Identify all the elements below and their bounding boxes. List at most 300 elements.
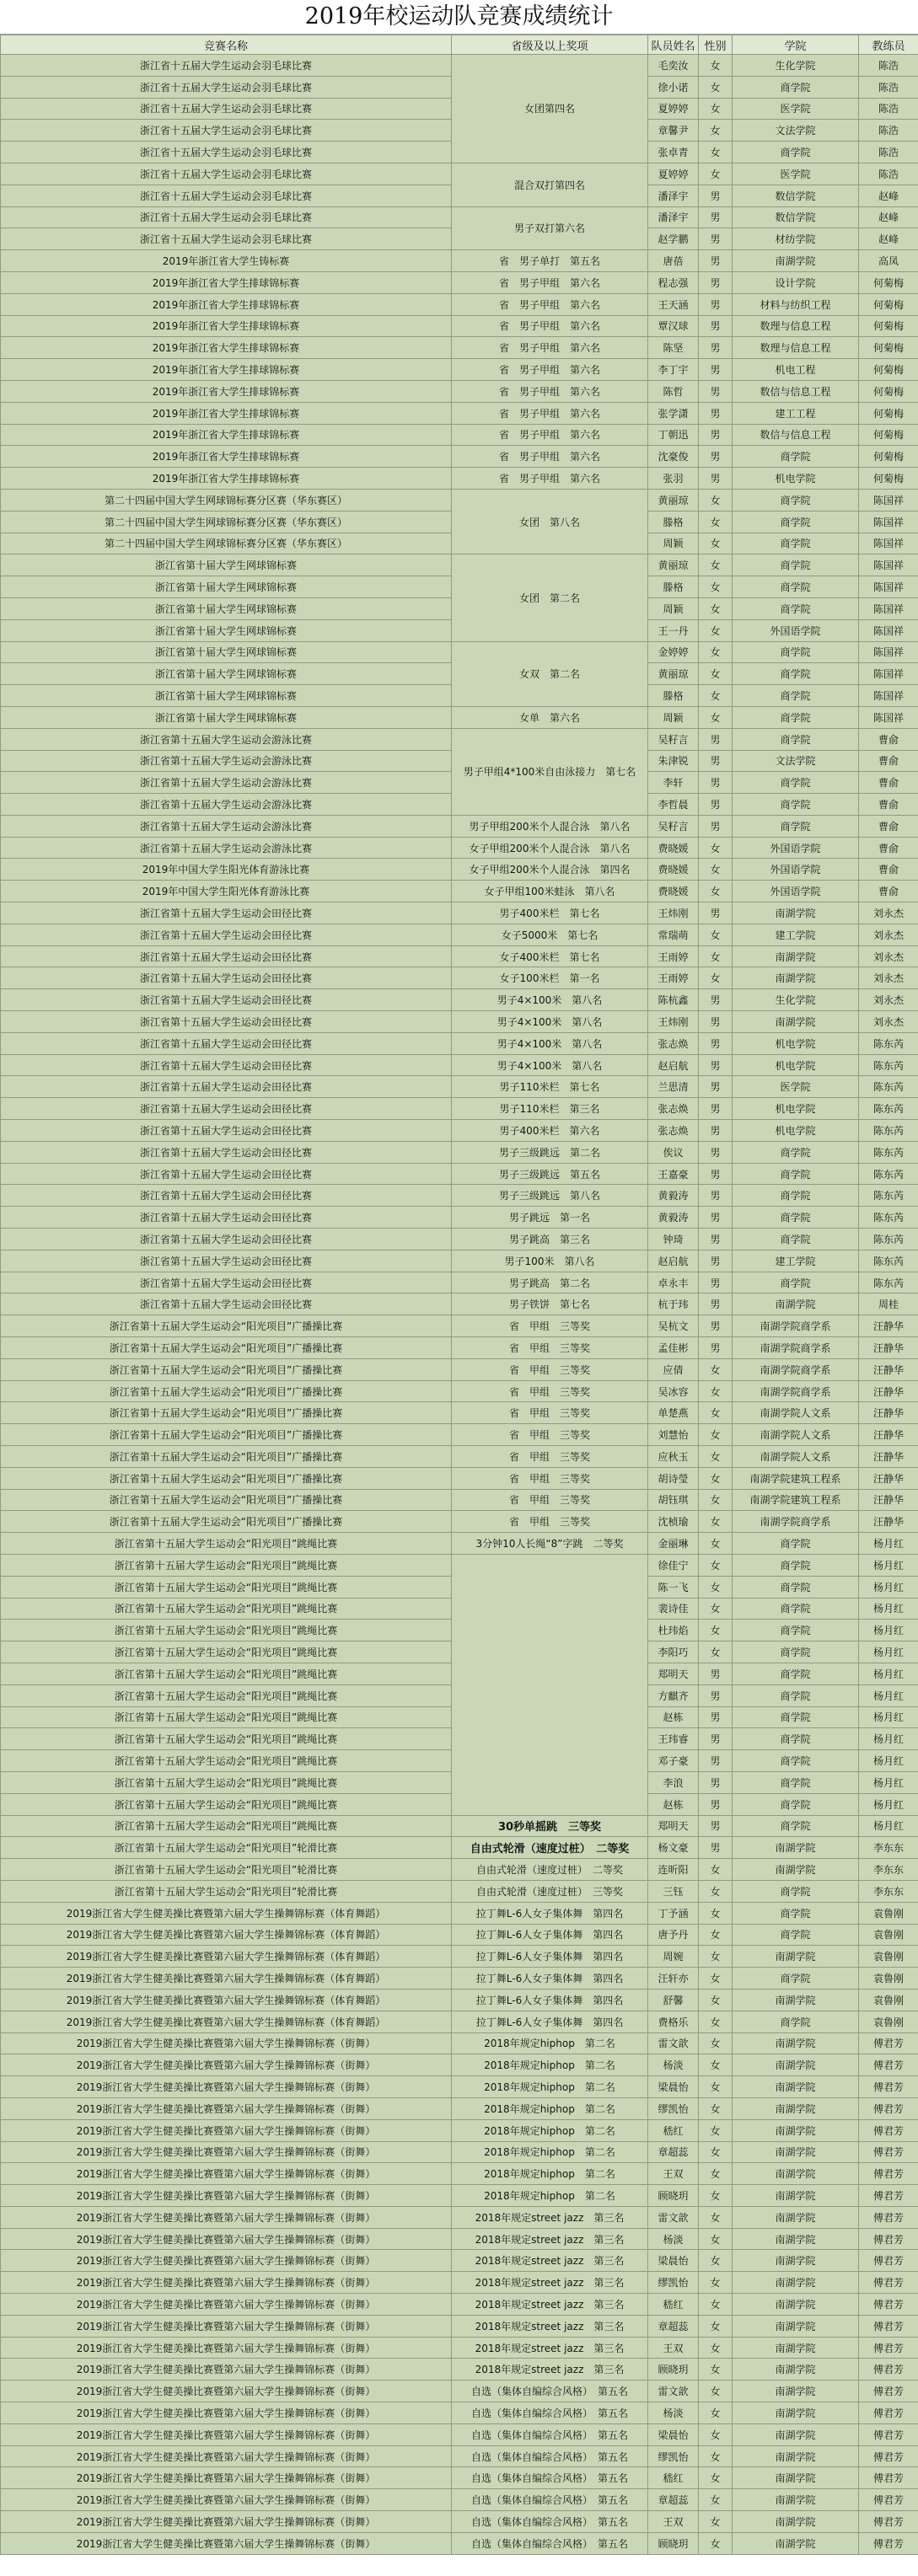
cell-award: 省 男子甲组 第六名 <box>452 380 648 402</box>
cell-athlete: 沈桢瑜 <box>648 1511 699 1533</box>
cell-gender: 女 <box>699 533 733 554</box>
cell-athlete: 张志焕 <box>648 1098 699 1120</box>
cell-college: 南湖学院 <box>733 250 859 272</box>
cell-gender: 女 <box>699 2119 733 2141</box>
cell-college: 医学院 <box>733 1076 859 1098</box>
cell-coach: 陈东芮 <box>859 1250 918 1272</box>
cell-award: 2018年规定street jazz 第三名 <box>452 2294 648 2316</box>
cell-college: 建工学院 <box>733 1250 859 1272</box>
cell-gender: 男 <box>699 1337 733 1359</box>
cell-coach: 杨月红 <box>859 1771 918 1793</box>
cell-competition: 2019浙江省大学生健美操比赛暨第六届大学生操舞锦标赛（街舞） <box>1 2054 452 2076</box>
cell-college: 南湖学院商学系 <box>733 1315 859 1337</box>
cell-competition: 浙江省第十五届大学生运动会“阳光项目”跳绳比赛 <box>1 1641 452 1663</box>
cell-coach: 陈国祥 <box>859 533 918 554</box>
cell-college: 商学院 <box>733 1793 859 1815</box>
cell-college: 南湖学院建筑工程系 <box>733 1489 859 1511</box>
cell-competition: 浙江省第十五届大学生运动会“阳光项目”跳绳比赛 <box>1 1533 452 1555</box>
cell-award: 2018年规定hiphop 第二名 <box>452 2032 648 2054</box>
cell-college: 外国语学院 <box>733 837 859 859</box>
cell-coach: 汪静华 <box>859 1315 918 1337</box>
cell-gender: 男 <box>699 794 733 816</box>
cell-competition: 浙江省第十五届大学生运动会田径比赛 <box>1 1032 452 1054</box>
cell-award: 女团 第八名 <box>452 489 648 554</box>
cell-competition: 浙江省第十届大学生网球锦标赛 <box>1 663 452 685</box>
cell-competition: 浙江省第十五届大学生运动会田径比赛 <box>1 1054 452 1076</box>
cell-gender: 男 <box>699 1293 733 1315</box>
cell-coach: 杨月红 <box>859 1793 918 1815</box>
cell-competition: 浙江省第十五届大学生运动会田径比赛 <box>1 1011 452 1033</box>
cell-coach: 陈东芮 <box>859 1032 918 1054</box>
cell-award: 拉丁舞L-6人女子集体舞 第四名 <box>452 1989 648 2011</box>
cell-college: 南湖学院 <box>733 1837 859 1859</box>
cell-college: 数信与信息工程 <box>733 380 859 402</box>
cell-competition: 浙江省第十五届大学生运动会“阳光项目”跳绳比赛 <box>1 1815 452 1837</box>
cell-gender: 女 <box>699 663 733 685</box>
cell-coach: 杨月红 <box>859 1663 918 1684</box>
cell-gender: 男 <box>699 315 733 337</box>
cell-athlete: 黄丽琼 <box>648 489 699 511</box>
cell-gender: 女 <box>699 641 733 663</box>
cell-coach: 傅君芳 <box>859 2076 918 2098</box>
cell-coach: 杨月红 <box>859 1576 918 1598</box>
cell-gender: 男 <box>699 1728 733 1750</box>
cell-competition: 2019浙江省大学生健美操比赛暨第六届大学生操舞锦标赛（街舞） <box>1 2467 452 2489</box>
cell-coach: 陈浩 <box>859 163 918 185</box>
cell-competition: 2019年浙江省大学生排球锦标赛 <box>1 468 452 490</box>
cell-coach: 汪静华 <box>859 1402 918 1424</box>
cell-coach: 陈国祥 <box>859 706 918 728</box>
cell-athlete: 应秋玉 <box>648 1446 699 1468</box>
cell-award: 男子三级跳远 第五名 <box>452 1163 648 1185</box>
cell-gender: 女 <box>699 967 733 989</box>
cell-college: 商学院 <box>733 1163 859 1185</box>
cell-competition: 浙江省第十五届大学生运动会“阳光项目”跳绳比赛 <box>1 1684 452 1706</box>
cell-gender: 女 <box>699 1533 733 1555</box>
cell-athlete: 王双 <box>648 2511 699 2533</box>
table-row <box>1 1272 918 1293</box>
cell-competition: 2019年浙江省大学生排球锦标赛 <box>1 359 452 381</box>
cell-athlete: 缪凯怡 <box>648 2445 699 2467</box>
cell-competition: 浙江省十五届大学生运动会羽毛球比赛 <box>1 185 452 206</box>
cell-athlete: 费格乐 <box>648 2011 699 2032</box>
cell-competition: 2019浙江省大学生健美操比赛暨第六届大学生操舞锦标赛（街舞） <box>1 2445 452 2467</box>
cell-award: 男子双打第六名 <box>452 206 648 250</box>
cell-gender: 男 <box>699 1837 733 1859</box>
table-row <box>1 1054 918 1076</box>
table-row <box>1 1120 918 1142</box>
cell-competition: 浙江省第十五届大学生运动会“阳光项目”广播操比赛 <box>1 1424 452 1446</box>
cell-gender: 女 <box>699 597 733 619</box>
cell-athlete: 滕格 <box>648 576 699 598</box>
cell-coach: 陈浩 <box>859 120 918 142</box>
cell-coach: 傅君芳 <box>859 2250 918 2272</box>
cell-award: 自选（集体自编综合风格） 第五名 <box>452 2402 648 2424</box>
cell-award: 男子4×100米 第八名 <box>452 1054 648 1076</box>
cell-coach: 陈浩 <box>859 142 918 163</box>
table-row <box>1 163 918 185</box>
cell-award: 男子110米栏 第七名 <box>452 1076 648 1098</box>
cell-award: 男子100米 第八名 <box>452 1250 648 1272</box>
cell-competition: 浙江省第十届大学生网球锦标赛 <box>1 576 452 598</box>
cell-award: 男子铁饼 第七名 <box>452 1293 648 1315</box>
cell-athlete: 周婉 <box>648 1946 699 1968</box>
cell-coach: 曹俞 <box>859 815 918 837</box>
cell-award: 省 男子甲组 第六名 <box>452 337 648 359</box>
cell-coach: 何菊梅 <box>859 337 918 359</box>
cell-athlete: 卓永丰 <box>648 1272 699 1293</box>
cell-college: 南湖学院 <box>733 2423 859 2445</box>
cell-coach: 傅君芳 <box>859 2402 918 2424</box>
cell-gender: 男 <box>699 424 733 446</box>
cell-award: 省 男子甲组 第六名 <box>452 359 648 381</box>
cell-gender: 男 <box>699 772 733 794</box>
cell-athlete: 唐蓓 <box>648 250 699 272</box>
cell-competition: 2019浙江省大学生健美操比赛暨第六届大学生操舞锦标赛（街舞） <box>1 2163 452 2185</box>
cell-gender: 女 <box>699 685 733 707</box>
cell-coach: 陈国祥 <box>859 619 918 641</box>
cell-competition: 浙江省第十五届大学生运动会“阳光项目”广播操比赛 <box>1 1511 452 1533</box>
table-row <box>1 881 918 902</box>
cell-coach: 傅君芳 <box>859 2097 918 2119</box>
cell-gender: 女 <box>699 120 733 142</box>
table-row <box>1 271 918 293</box>
cell-award: 男子4×100米 第八名 <box>452 1032 648 1054</box>
cell-award: 2018年规定hiphop 第二名 <box>452 2141 648 2163</box>
table-row <box>1 2076 918 2098</box>
table-row <box>1 359 918 381</box>
cell-award: 2018年规定street jazz 第三名 <box>452 2337 648 2359</box>
cell-coach: 傅君芳 <box>859 2511 918 2533</box>
cell-college: 生化学院 <box>733 55 859 77</box>
cell-college: 南湖学院 <box>733 1293 859 1315</box>
cell-athlete: 唐予丹 <box>648 1924 699 1946</box>
cell-coach: 曹俞 <box>859 837 918 859</box>
cell-competition: 浙江省第十五届大学生运动会田径比赛 <box>1 967 452 989</box>
table-row <box>1 1207 918 1229</box>
cell-college: 机电学院 <box>733 468 859 490</box>
cell-athlete: 方麒齐 <box>648 1684 699 1706</box>
header-coach: 教练员 <box>859 35 918 55</box>
cell-award: 男子甲组4*100米自由泳接力 第七名 <box>452 728 648 815</box>
table-row <box>1 1859 918 1881</box>
table-row <box>1 1315 918 1337</box>
cell-coach: 陈浩 <box>859 76 918 98</box>
cell-gender: 女 <box>699 2511 733 2533</box>
cell-gender: 女 <box>699 2489 733 2511</box>
cell-college: 南湖学院 <box>733 2097 859 2119</box>
cell-college: 南湖学院 <box>733 2206 859 2228</box>
cell-award: 男子跳高 第二名 <box>452 1272 648 1293</box>
cell-college: 商学院 <box>733 1229 859 1251</box>
table-row <box>1 2011 918 2032</box>
cell-athlete: 杨文豪 <box>648 1837 699 1859</box>
cell-athlete: 张学潇 <box>648 402 699 424</box>
table-row <box>1 2511 918 2533</box>
cell-competition: 浙江省第十五届大学生运动会田径比赛 <box>1 1272 452 1293</box>
cell-athlete: 赵学鹏 <box>648 228 699 250</box>
cell-athlete: 张卓青 <box>648 142 699 163</box>
cell-competition: 浙江省第十五届大学生运动会田径比赛 <box>1 902 452 924</box>
cell-college: 南湖学院建筑工程系 <box>733 1467 859 1489</box>
cell-college: 南湖学院 <box>733 2489 859 2511</box>
cell-coach: 何菊梅 <box>859 468 918 490</box>
cell-gender: 女 <box>699 881 733 902</box>
cell-athlete: 吴籽言 <box>648 815 699 837</box>
cell-gender: 女 <box>699 554 733 576</box>
cell-gender: 女 <box>699 1402 733 1424</box>
cell-athlete: 张志焕 <box>648 1120 699 1142</box>
cell-coach: 陈国祥 <box>859 489 918 511</box>
cell-award: 女子甲组200米个人混合泳 第四名 <box>452 859 648 881</box>
cell-competition: 浙江省第十届大学生网球锦标赛 <box>1 641 452 663</box>
cell-college: 商学院 <box>733 142 859 163</box>
table-row <box>1 468 918 490</box>
cell-athlete: 钟琦 <box>648 1229 699 1251</box>
page-title: 2019年校运动队竞赛成绩统计 <box>0 0 918 35</box>
cell-college: 数信学院 <box>733 185 859 206</box>
cell-competition: 浙江省第十五届大学生运动会田径比赛 <box>1 1163 452 1185</box>
table-row <box>1 2445 918 2467</box>
cell-athlete: 顾晓玥 <box>648 2359 699 2381</box>
table-row <box>1 945 918 967</box>
cell-athlete: 王双 <box>648 2337 699 2359</box>
cell-competition: 2019浙江省大学生健美操比赛暨第六届大学生操舞锦标赛（街舞） <box>1 2337 452 2359</box>
cell-coach: 何菊梅 <box>859 402 918 424</box>
cell-athlete: 俟议 <box>648 1141 699 1163</box>
cell-award: 女子100米栏 第一名 <box>452 967 648 989</box>
cell-college: 商学院 <box>733 2011 859 2032</box>
cell-competition: 2019年中国大学生阳光体育游泳比赛 <box>1 859 452 881</box>
cell-gender: 女 <box>699 1641 733 1663</box>
cell-college: 商学院 <box>733 663 859 685</box>
cell-college: 南湖学院 <box>733 2381 859 2402</box>
cell-award: 女双 第二名 <box>452 641 648 706</box>
cell-award: 女团 第二名 <box>452 554 648 641</box>
cell-college: 数理与信息工程 <box>733 337 859 359</box>
table-row <box>1 1533 918 1555</box>
cell-award: 省 甲组 三等奖 <box>452 1446 648 1468</box>
cell-competition: 2019浙江省大学生健美操比赛暨第六届大学生操舞锦标赛（街舞） <box>1 2381 452 2402</box>
table-row <box>1 1337 918 1359</box>
table-row <box>1 489 918 511</box>
cell-award: 省 甲组 三等奖 <box>452 1467 648 1489</box>
cell-award: 女子5000米 第七名 <box>452 924 648 945</box>
cell-award: 2018年规定hiphop 第二名 <box>452 2097 648 2119</box>
cell-athlete: 李哲晨 <box>648 794 699 816</box>
cell-coach: 高凤 <box>859 250 918 272</box>
cell-coach: 汪静华 <box>859 1380 918 1402</box>
cell-gender: 男 <box>699 1272 733 1293</box>
cell-coach: 何菊梅 <box>859 380 918 402</box>
cell-award: 省 男子甲组 第六名 <box>452 271 648 293</box>
table-row <box>1 1815 918 1837</box>
cell-coach: 傅君芳 <box>859 2381 918 2402</box>
cell-college: 商学院 <box>733 1207 859 1229</box>
cell-coach: 赵峰 <box>859 185 918 206</box>
cell-competition: 浙江省第十届大学生网球锦标赛 <box>1 619 452 641</box>
cell-coach: 陈东芮 <box>859 1207 918 1229</box>
cell-competition: 第二十四届中国大学生网球锦标赛分区赛（华东赛区） <box>1 489 452 511</box>
cell-award: 省 男子甲组 第六名 <box>452 402 648 424</box>
cell-competition: 浙江省第十五届大学生运动会“阳光项目”跳绳比赛 <box>1 1663 452 1684</box>
cell-athlete: 丁朝迅 <box>648 424 699 446</box>
cell-athlete: 陈哲 <box>648 380 699 402</box>
cell-coach: 袁鲁刚 <box>859 1902 918 1924</box>
cell-athlete: 王嘉豪 <box>648 1163 699 1185</box>
table-row <box>1 1185 918 1207</box>
cell-coach: 李东东 <box>859 1837 918 1859</box>
cell-athlete: 吴冰容 <box>648 1380 699 1402</box>
cell-award: 自选（集体自编综合风格） 第五名 <box>452 2445 648 2467</box>
cell-competition: 浙江省第十五届大学生运动会游泳比赛 <box>1 815 452 837</box>
cell-gender: 女 <box>699 2294 733 2316</box>
cell-college: 南湖学院 <box>733 1946 859 1968</box>
cell-college: 南湖学院 <box>733 1859 859 1881</box>
table-row <box>1 2359 918 2381</box>
cell-college: 商学院 <box>733 1272 859 1293</box>
table-row <box>1 2119 918 2141</box>
cell-college: 商学院 <box>733 76 859 98</box>
cell-athlete: 杭于玮 <box>648 1293 699 1315</box>
cell-coach: 曹俞 <box>859 750 918 772</box>
cell-gender: 女 <box>699 2185 733 2207</box>
cell-gender: 男 <box>699 989 733 1011</box>
table-row <box>1 2532 918 2554</box>
header-gender: 性别 <box>699 35 733 55</box>
cell-gender: 女 <box>699 142 733 163</box>
cell-award: 省 甲组 三等奖 <box>452 1380 648 1402</box>
cell-athlete: 沈豪俊 <box>648 446 699 468</box>
cell-college: 外国语学院 <box>733 619 859 641</box>
cell-award: 拉丁舞L-6人女子集体舞 第四名 <box>452 2011 648 2032</box>
table-row <box>1 1989 918 2011</box>
cell-athlete: 应倩 <box>648 1358 699 1380</box>
cell-award: 男子甲组200米个人混合泳 第八名 <box>452 815 648 837</box>
cell-award: 拉丁舞L-6人女子集体舞 第四名 <box>452 1946 648 1968</box>
table-row <box>1 554 918 576</box>
cell-coach: 陈国祥 <box>859 685 918 707</box>
cell-athlete: 费晓媛 <box>648 859 699 881</box>
cell-college: 商学院 <box>733 1598 859 1620</box>
cell-college: 机电学院 <box>733 1032 859 1054</box>
cell-competition: 2019年中国大学生阳光体育游泳比赛 <box>1 881 452 902</box>
cell-college: 商学院 <box>733 1576 859 1598</box>
cell-competition: 浙江省第十五届大学生运动会“阳光项目”广播操比赛 <box>1 1380 452 1402</box>
cell-college: 南湖学院 <box>733 2467 859 2489</box>
cell-coach: 汪静华 <box>859 1446 918 1468</box>
cell-competition: 2019浙江省大学生健美操比赛暨第六届大学生操舞锦标赛（街舞） <box>1 2119 452 2141</box>
cell-award: 女子甲组100米蛙泳 第八名 <box>452 881 648 902</box>
cell-college: 南湖学院 <box>733 2359 859 2381</box>
cell-competition: 浙江省第十五届大学生运动会“阳光项目”跳绳比赛 <box>1 1706 452 1728</box>
cell-college: 材纺学院 <box>733 228 859 250</box>
cell-gender: 女 <box>699 1946 733 1968</box>
cell-athlete: 梁晨怡 <box>648 2423 699 2445</box>
cell-gender: 女 <box>699 1358 733 1380</box>
cell-coach: 汪静华 <box>859 1424 918 1446</box>
cell-coach: 袁鲁刚 <box>859 2011 918 2032</box>
cell-gender: 男 <box>699 1163 733 1185</box>
cell-coach: 傅君芳 <box>859 2467 918 2489</box>
cell-competition: 第二十四届中国大学生网球锦标赛分区赛（华东赛区） <box>1 511 452 533</box>
cell-gender: 男 <box>699 1750 733 1772</box>
cell-college: 建工工程 <box>733 402 859 424</box>
cell-coach: 曹俞 <box>859 794 918 816</box>
cell-college: 商学院 <box>733 728 859 750</box>
cell-athlete: 吴杭文 <box>648 1315 699 1337</box>
cell-athlete: 黄毅涛 <box>648 1207 699 1229</box>
cell-college: 商学院 <box>733 1620 859 1641</box>
cell-competition: 2019年浙江省大学生排球锦标赛 <box>1 337 452 359</box>
table-row <box>1 1467 918 1489</box>
cell-competition: 2019浙江省大学生健美操比赛暨第六届大学生操舞锦标赛（体育舞蹈） <box>1 2011 452 2032</box>
cell-athlete: 兰思清 <box>648 1076 699 1098</box>
cell-college: 设计学院 <box>733 271 859 293</box>
cell-coach: 杨月红 <box>859 1815 918 1837</box>
cell-award: 省 甲组 三等奖 <box>452 1511 648 1533</box>
cell-award: 自选（集体自编综合风格） 第五名 <box>452 2489 648 2511</box>
cell-gender: 女 <box>699 1489 733 1511</box>
cell-award: 省 甲组 三等奖 <box>452 1424 648 1446</box>
cell-athlete: 王一丹 <box>648 619 699 641</box>
cell-competition: 2019浙江省大学生健美操比赛暨第六届大学生操舞锦标赛（体育舞蹈） <box>1 1902 452 1924</box>
cell-athlete: 张志焕 <box>648 1032 699 1054</box>
cell-college: 商学院 <box>733 489 859 511</box>
cell-coach: 陈浩 <box>859 55 918 77</box>
cell-athlete: 杜玮焰 <box>648 1620 699 1641</box>
cell-coach: 何菊梅 <box>859 315 918 337</box>
table-row <box>1 2489 918 2511</box>
cell-award: 女子400米栏 第七名 <box>452 945 648 967</box>
cell-award: 男子跳远 第一名 <box>452 1207 648 1229</box>
cell-coach: 陈东芮 <box>859 1098 918 1120</box>
header-award: 省级及以上奖项 <box>452 35 648 55</box>
cell-gender: 男 <box>699 1771 733 1793</box>
table-row <box>1 859 918 881</box>
table-row <box>1 1250 918 1272</box>
cell-athlete: 雷文歆 <box>648 2206 699 2228</box>
cell-college: 文法学院 <box>733 750 859 772</box>
cell-gender: 女 <box>699 1446 733 1468</box>
table-row <box>1 967 918 989</box>
cell-coach: 陈国祥 <box>859 597 918 619</box>
cell-athlete: 邓子豪 <box>648 1750 699 1772</box>
cell-award: 自选（集体自编综合风格） 第五名 <box>452 2381 648 2402</box>
cell-competition: 浙江省第十五届大学生运动会“阳光项目”广播操比赛 <box>1 1489 452 1511</box>
cell-gender: 女 <box>699 2272 733 2294</box>
cell-gender: 女 <box>699 2141 733 2163</box>
cell-college: 南湖学院商学系 <box>733 1337 859 1359</box>
cell-coach: 杨月红 <box>859 1750 918 1772</box>
cell-competition: 浙江省第十五届大学生运动会“阳光项目”广播操比赛 <box>1 1337 452 1359</box>
table-row <box>1 2467 918 2489</box>
cell-competition: 2019年浙江省大学生排球锦标赛 <box>1 315 452 337</box>
table-row <box>1 815 918 837</box>
cell-gender: 男 <box>699 1054 733 1076</box>
cell-award: 男子三级跳远 第八名 <box>452 1185 648 1207</box>
cell-gender: 男 <box>699 206 733 228</box>
cell-competition: 浙江省第十五届大学生运动会游泳比赛 <box>1 794 452 816</box>
cell-gender: 男 <box>699 271 733 293</box>
cell-athlete: 黄毅涛 <box>648 1185 699 1207</box>
cell-competition: 浙江省第十五届大学生运动会“阳光项目”跳绳比赛 <box>1 1771 452 1793</box>
cell-competition: 2019浙江省大学生健美操比赛暨第六届大学生操舞锦标赛（街舞） <box>1 2228 452 2250</box>
table-row <box>1 2272 918 2294</box>
cell-athlete: 雷文歆 <box>648 2381 699 2402</box>
table-row <box>1 1837 918 1859</box>
cell-award <box>452 1554 648 1815</box>
